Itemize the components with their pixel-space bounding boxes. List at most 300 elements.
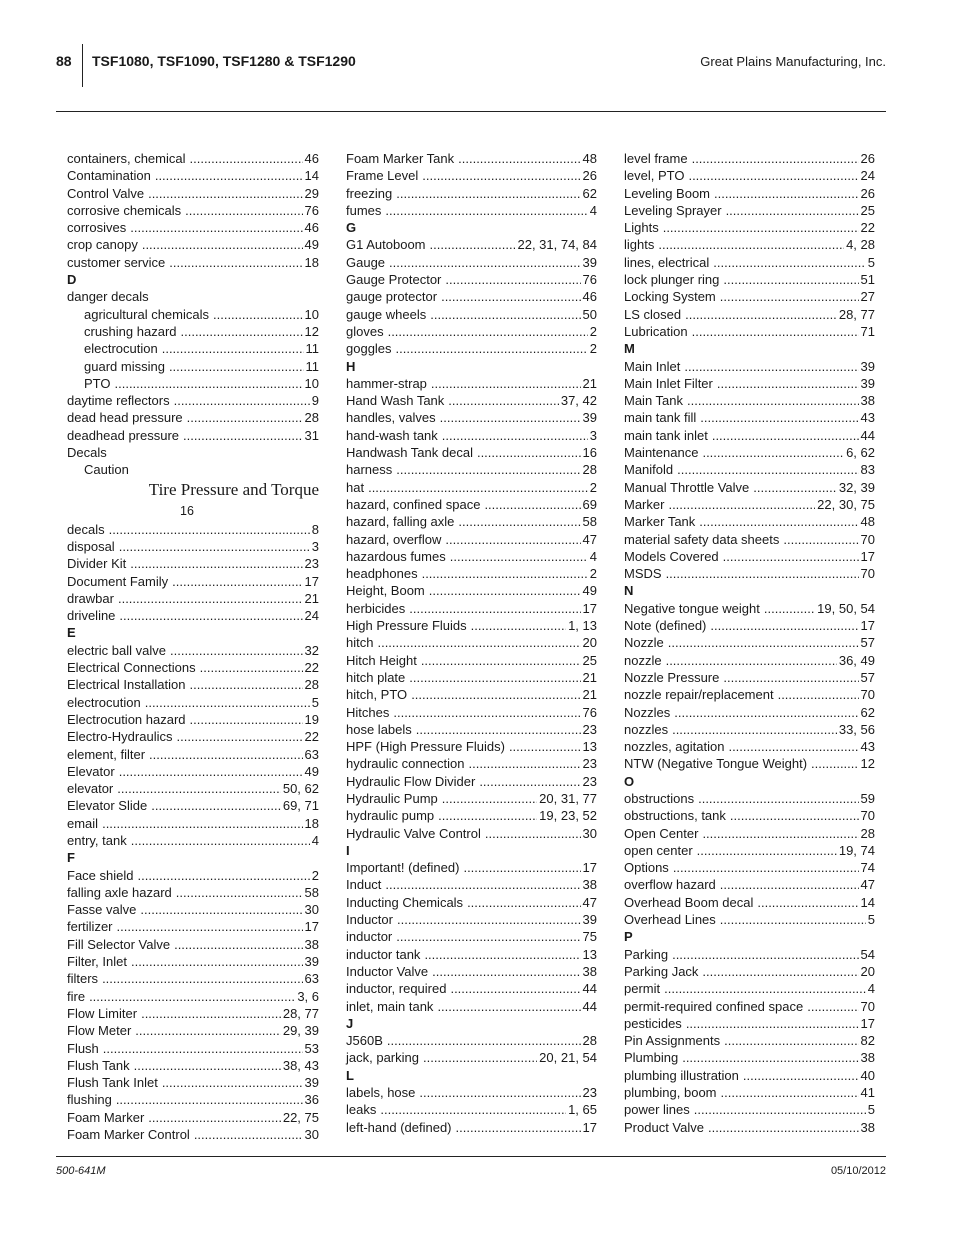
index-entry <box>346 375 597 392</box>
entry-pages: 12 <box>860 756 875 772</box>
dot-leader <box>141 1005 281 1022</box>
entry-term: Leveling Boom <box>624 185 710 201</box>
company-name: Great Plains Manufacturing, Inc. <box>700 54 886 69</box>
entry-term: Manifold <box>624 462 674 478</box>
entry-pages: 11 <box>305 341 319 357</box>
entry-term: Options <box>624 860 669 876</box>
index-entry <box>346 686 597 703</box>
entry-pages: 31 <box>304 427 319 443</box>
index-entry <box>346 963 597 980</box>
entry-pages: 22 <box>860 220 875 236</box>
page-number: 88 <box>56 53 72 69</box>
dot-leader <box>713 254 866 271</box>
entry-pages: 2 <box>589 323 597 339</box>
entry-pages: 44 <box>582 981 597 997</box>
index-entry <box>67 676 319 693</box>
dot-leader <box>200 659 303 676</box>
entry-term: Hitch Height <box>346 652 417 668</box>
entry-pages: 17 <box>304 573 319 589</box>
dot-leader <box>148 1109 281 1126</box>
entry-term: Hand Wash Tank <box>346 393 445 409</box>
dot-leader <box>131 953 303 970</box>
entry-pages: 47 <box>582 531 597 547</box>
entry-pages: 22 <box>304 729 319 745</box>
entry-term: Electrocution hazard <box>67 711 186 727</box>
dot-leader <box>411 686 580 703</box>
entry-pages: 16 <box>582 445 597 461</box>
entry-term: Flush Tank <box>67 1057 130 1073</box>
entry-term: crop canopy <box>67 237 138 253</box>
entry-term: Fasse valve <box>67 902 137 918</box>
entry-pages: 39 <box>304 954 319 970</box>
entry-term: falling axle hazard <box>67 884 172 900</box>
entry-term: freezing <box>346 185 393 201</box>
entry-pages: 20, 31, 77 <box>539 790 597 806</box>
dot-leader <box>187 409 303 426</box>
entry-term: disposal <box>67 538 115 554</box>
entry-term: fertilizer <box>67 919 113 935</box>
index-entry <box>624 219 875 236</box>
entry-pages: 5 <box>867 254 875 270</box>
index-entry <box>346 911 597 928</box>
dot-leader <box>102 970 302 987</box>
entry-pages: 43 <box>860 739 875 755</box>
entry-term: Elevator <box>67 763 115 779</box>
dot-leader <box>151 797 281 814</box>
entry-term: hat <box>346 479 365 495</box>
index-entry <box>67 988 319 1005</box>
index-entry <box>624 721 875 738</box>
entry-pages: 24 <box>304 608 319 624</box>
entry-pages: 21 <box>304 590 319 606</box>
index-entry <box>624 548 875 565</box>
dot-leader <box>469 755 581 772</box>
entry-pages: 38 <box>860 393 875 409</box>
entry-pages: 51 <box>860 272 875 288</box>
dot-leader <box>664 980 866 997</box>
entry-pages: 23 <box>582 1085 597 1101</box>
entry-term: electrocution <box>67 694 141 710</box>
dot-leader <box>155 167 303 184</box>
entry-pages: 38 <box>860 1050 875 1066</box>
entry-term: PTO <box>84 375 111 391</box>
index-letter-heading: J <box>346 1015 354 1031</box>
entry-term: inductor <box>346 929 393 945</box>
entry-term: Marker <box>624 496 665 512</box>
entry-term: nozzles <box>624 721 669 737</box>
dot-leader <box>714 185 859 202</box>
entry-term: open center <box>624 842 693 858</box>
entry-term: email <box>67 815 99 831</box>
entry-term: Electrical Installation <box>67 677 186 693</box>
index-entry <box>67 1074 319 1091</box>
index-entry <box>624 288 875 305</box>
dot-leader <box>700 409 858 426</box>
dot-leader <box>448 392 559 409</box>
entry-term: MSDS <box>624 566 662 582</box>
entry-term: hitch plate <box>346 669 406 685</box>
dot-leader <box>458 150 580 167</box>
dot-leader <box>682 1049 858 1066</box>
dot-leader <box>686 1015 859 1032</box>
entry-term: hydraulic connection <box>346 756 465 772</box>
dot-leader <box>131 832 310 849</box>
index-subentry <box>67 323 319 340</box>
dot-leader <box>672 946 858 963</box>
entry-pages: 36 <box>304 1092 319 1108</box>
entry-term: lock plunger ring <box>624 272 720 288</box>
index-entry <box>624 409 875 426</box>
entry-pages: 70 <box>860 531 875 547</box>
dot-leader <box>430 306 580 323</box>
entry-term: Control Valve <box>67 185 145 201</box>
index-entry <box>346 1084 597 1101</box>
entry-term: fire <box>67 988 86 1004</box>
dot-leader <box>807 998 858 1015</box>
entry-pages: 23 <box>582 773 597 789</box>
entry-term: daytime reflectors <box>67 393 170 409</box>
index-letter-heading: M <box>624 341 635 357</box>
entry-term: Product Valve <box>624 1119 704 1135</box>
index-entry <box>624 704 875 721</box>
entry-term: crushing hazard <box>84 323 177 339</box>
index-entry <box>346 946 597 963</box>
dot-leader <box>169 358 304 375</box>
entry-term: left-hand (defined) <box>346 1119 452 1135</box>
index-entry <box>67 1057 319 1074</box>
dot-leader <box>387 1032 581 1049</box>
index-entry <box>67 659 319 676</box>
entry-term: obstructions, tank <box>624 808 726 824</box>
dot-leader <box>658 236 844 253</box>
dot-leader <box>764 600 815 617</box>
dot-leader <box>685 306 837 323</box>
entry-pages: 28 <box>304 410 319 426</box>
index-entry <box>624 323 875 340</box>
dot-leader <box>130 219 302 236</box>
dot-leader <box>467 894 580 911</box>
entry-pages: 40 <box>860 1067 875 1083</box>
index-entry <box>624 1119 875 1136</box>
index-entry <box>346 894 597 911</box>
entry-pages: 19, 50, 54 <box>817 600 875 616</box>
dot-leader <box>174 392 310 409</box>
index-entry <box>67 555 319 572</box>
dot-leader <box>119 763 303 780</box>
dot-leader <box>724 1032 858 1049</box>
index-entry <box>346 859 597 876</box>
index-subentry <box>67 358 319 375</box>
entry-pages: 63 <box>304 746 319 762</box>
entry-term: Flow Meter <box>67 1023 132 1039</box>
dot-leader <box>393 704 580 721</box>
entry-term: Hydraulic Flow Divider <box>346 773 476 789</box>
entry-pages: 76 <box>582 272 597 288</box>
entry-term: hammer-strap <box>346 375 427 391</box>
entry-term: Hitches <box>346 704 390 720</box>
entry-term: drawbar <box>67 590 114 606</box>
index-entry <box>346 876 597 893</box>
dot-leader <box>162 340 304 357</box>
entry-term: deadhead pressure <box>67 427 180 443</box>
index-entry <box>67 867 319 884</box>
entry-pages: 3 <box>311 538 319 554</box>
dot-leader <box>416 721 581 738</box>
index-entry <box>67 1109 319 1126</box>
entry-pages: 28, 77 <box>838 306 875 322</box>
entry-pages: 54 <box>860 946 875 962</box>
entry-pages: 20 <box>582 635 597 651</box>
index-entry <box>624 375 875 392</box>
entry-term: herbicides <box>346 600 406 616</box>
header-rule <box>56 111 886 112</box>
entry-pages: 12 <box>304 323 319 339</box>
entry-term: power lines <box>624 1102 690 1118</box>
index-letter-heading: E <box>67 625 76 641</box>
index-entry <box>624 496 875 513</box>
index-entry <box>624 652 875 669</box>
entry-term: gloves <box>346 323 384 339</box>
entry-pages: 50 <box>582 306 597 322</box>
dot-leader <box>385 876 580 893</box>
entry-pages: 38 <box>304 936 319 952</box>
entry-pages: 29, 39 <box>282 1023 319 1039</box>
index-entry <box>346 306 597 323</box>
entry-pages: 9 <box>311 393 319 409</box>
dot-leader <box>783 531 858 548</box>
index-entry <box>346 980 597 997</box>
entry-term: Fill Selector Valve <box>67 936 171 952</box>
dot-leader <box>721 1084 859 1101</box>
index-entry <box>624 842 875 859</box>
index-entry <box>67 1022 319 1039</box>
dot-leader <box>115 375 303 392</box>
index-entry <box>67 236 319 253</box>
dot-leader <box>423 1049 537 1066</box>
entry-term: material safety data sheets <box>624 531 780 547</box>
entry-term: guard missing <box>84 358 165 374</box>
dot-leader <box>380 1101 566 1118</box>
index-entry <box>624 980 875 997</box>
entry-pages: 33, 56 <box>838 721 875 737</box>
index-entry <box>67 150 319 167</box>
entry-term: dead head pressure <box>67 410 183 426</box>
index-entry <box>624 738 875 755</box>
dot-leader <box>692 323 859 340</box>
publication-date: 05/10/2012 <box>830 1165 886 1177</box>
entry-term: inductor, required <box>346 981 447 997</box>
entry-pages: 8 <box>311 521 319 537</box>
dot-leader <box>149 746 302 763</box>
entry-term: hazardous fumes <box>346 548 446 564</box>
entry-term: level, PTO <box>624 168 685 184</box>
index-entry <box>346 427 597 444</box>
dot-leader <box>148 185 302 202</box>
entry-term: permit-required confined space <box>624 998 804 1014</box>
entry-term: gauge wheels <box>346 306 427 322</box>
index-entry <box>624 1015 875 1032</box>
entry-pages: 4 <box>867 981 875 997</box>
index-entry <box>624 479 875 496</box>
dot-leader <box>181 323 303 340</box>
dot-leader <box>450 548 588 565</box>
index-entry <box>624 513 875 530</box>
entry-pages: 32, 39 <box>838 479 875 495</box>
entry-pages: 46 <box>304 220 319 236</box>
entry-pages: 47 <box>860 877 875 893</box>
index-entry <box>346 271 597 288</box>
entry-term: Locking System <box>624 289 716 305</box>
entry-term: hydraulic pump <box>346 808 435 824</box>
entry-pages: 4, 28 <box>846 237 875 253</box>
entry-term: Models Covered <box>624 548 719 564</box>
index-entry <box>346 323 597 340</box>
index-letter-heading: N <box>624 583 634 599</box>
dot-leader <box>726 202 859 219</box>
entry-term: gauge protector <box>346 289 438 305</box>
dot-leader <box>694 1101 866 1118</box>
dot-leader <box>485 825 581 842</box>
index-page-reference: 16 <box>180 503 194 518</box>
index-entry <box>346 721 597 738</box>
entry-term: Filter, Inlet <box>67 954 127 970</box>
entry-term: Parking Jack <box>624 963 699 979</box>
index-entry <box>346 1032 597 1049</box>
index-entry <box>346 652 597 669</box>
index-entry <box>346 704 597 721</box>
entry-term: Nozzles <box>624 704 671 720</box>
index-entry <box>346 617 597 634</box>
index-entry <box>624 807 875 824</box>
dot-leader <box>176 728 302 745</box>
index-entry <box>624 998 875 1015</box>
dot-leader <box>117 918 303 935</box>
dot-leader <box>730 807 859 824</box>
dot-leader <box>140 901 302 918</box>
index-entry <box>346 409 597 426</box>
index-entry <box>624 150 875 167</box>
index-letter-heading: F <box>67 850 75 866</box>
entry-term: Height, Boom <box>346 583 425 599</box>
entry-term: elevator <box>67 781 114 797</box>
dot-leader <box>396 340 588 357</box>
entry-term: Flush <box>67 1040 99 1056</box>
index-entry <box>67 763 319 780</box>
entry-term: hazard, falling axle <box>346 514 455 530</box>
dot-leader <box>668 496 815 513</box>
entry-pages: 36, 49 <box>838 652 875 668</box>
index-letter-heading: D <box>67 272 77 288</box>
entry-term: Face shield <box>67 867 134 883</box>
index-entry <box>346 150 597 167</box>
entry-term: NTW (Negative Tongue Weight) <box>624 756 808 772</box>
index-entry <box>346 444 597 461</box>
index-entry <box>346 790 597 807</box>
entry-term: nozzle <box>624 652 662 668</box>
dot-leader <box>677 461 858 478</box>
entry-term: Main Inlet Filter <box>624 375 713 391</box>
entry-pages: 30 <box>304 1127 319 1143</box>
dot-leader <box>702 963 858 980</box>
dot-leader <box>668 634 859 651</box>
dot-leader <box>479 773 580 790</box>
dot-leader <box>753 479 837 496</box>
entry-term: level frame <box>624 151 688 166</box>
entry-term: fumes <box>346 202 382 218</box>
index-entry <box>624 167 875 184</box>
dot-leader <box>702 444 844 461</box>
dot-leader <box>169 254 302 271</box>
entry-pages: 46 <box>582 289 597 305</box>
index-entry <box>67 573 319 590</box>
entry-term: Main Inlet <box>624 358 681 374</box>
dot-leader <box>723 548 859 565</box>
index-serif-heading: Tire Pressure and Torque <box>148 479 319 499</box>
dot-leader <box>456 1119 581 1136</box>
index-entry <box>346 513 597 530</box>
entry-pages: 69 <box>582 496 597 512</box>
index-column-1 <box>67 150 319 1143</box>
index-entry <box>624 185 875 202</box>
entry-pages: 23 <box>304 556 319 572</box>
index-entry <box>624 1032 875 1049</box>
entry-term: driveline <box>67 608 116 624</box>
index-entry <box>67 728 319 745</box>
entry-term: LS closed <box>624 306 682 322</box>
dot-leader <box>172 573 302 590</box>
dot-leader <box>183 427 303 444</box>
dot-leader <box>484 496 580 513</box>
dot-leader <box>438 807 537 824</box>
index-entry <box>67 797 319 814</box>
entry-term: Document Family <box>67 573 169 589</box>
index-letter-heading: O <box>624 773 635 789</box>
dot-leader <box>118 590 303 607</box>
entry-term: Flow Limiter <box>67 1005 138 1021</box>
index-entry <box>624 755 875 772</box>
index-entry <box>346 288 597 305</box>
dot-leader <box>717 375 859 392</box>
entry-term: Divider Kit <box>67 556 127 572</box>
entry-term: electric ball valve <box>67 642 166 658</box>
entry-pages: 44 <box>860 427 875 443</box>
index-entry <box>346 634 597 651</box>
dot-leader <box>194 1126 303 1143</box>
entry-pages: 70 <box>860 566 875 582</box>
index-letter-heading: L <box>346 1067 354 1083</box>
entry-pages: 24 <box>860 168 875 184</box>
dot-leader <box>119 538 310 555</box>
entry-term: Overhead Boom decal <box>624 894 754 910</box>
entry-term: Contamination <box>67 168 151 184</box>
dot-leader <box>431 375 581 392</box>
dot-leader <box>213 306 303 323</box>
index-entry <box>67 521 319 538</box>
dot-leader <box>666 652 837 669</box>
dot-leader <box>130 555 302 572</box>
index-entry <box>67 607 319 624</box>
dot-leader <box>422 565 588 582</box>
entry-pages: 39 <box>582 254 597 270</box>
entry-term: Negative tongue weight <box>624 600 760 616</box>
index-entry <box>624 306 875 323</box>
entry-pages: 20 <box>860 963 875 979</box>
entry-pages: 71 <box>860 323 875 339</box>
entry-term: hose labels <box>346 721 412 737</box>
index-entry <box>624 825 875 842</box>
dot-leader <box>409 600 580 617</box>
entry-pages: 58 <box>304 884 319 900</box>
